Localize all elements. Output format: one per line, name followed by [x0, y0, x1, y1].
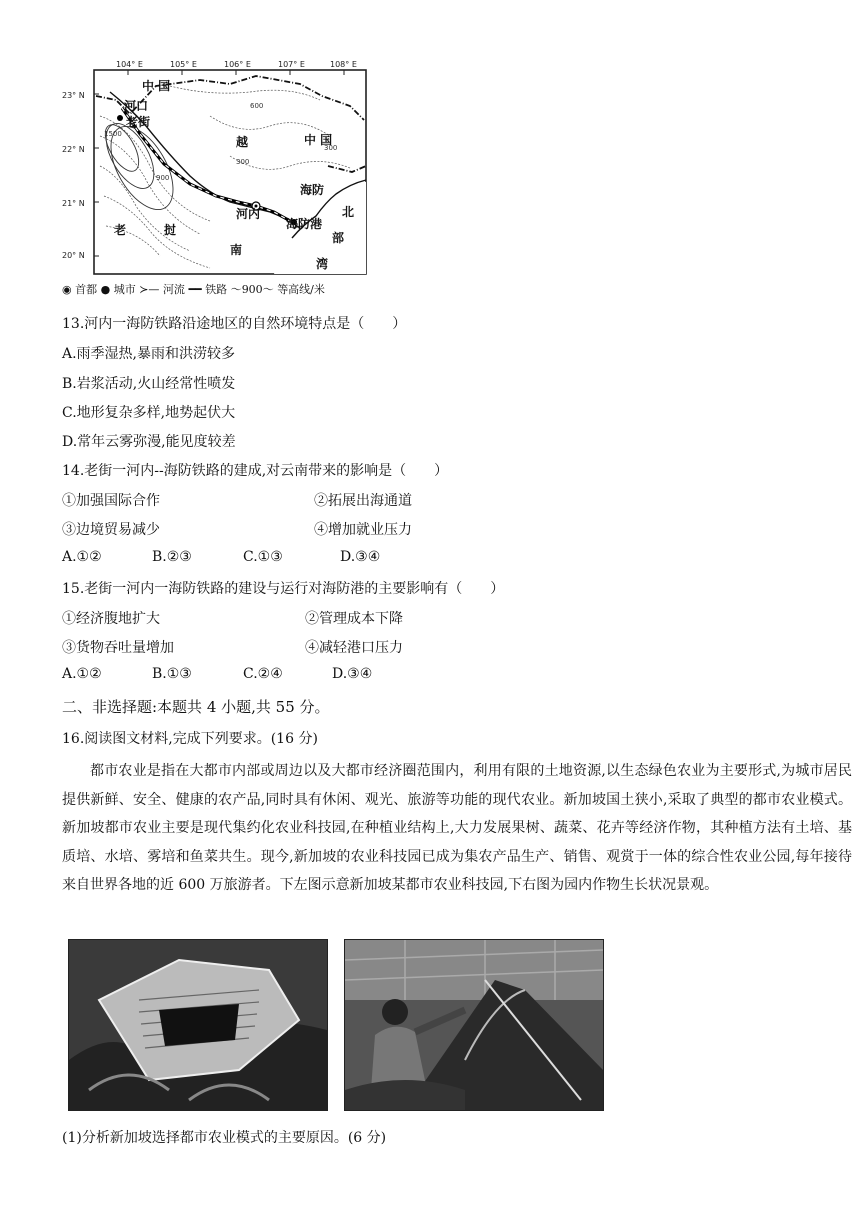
label-hekou: 河口: [124, 99, 149, 113]
q14-option-d: D.③④: [340, 549, 381, 565]
section-heading: 二、非选择题:本题共 4 小题,共 55 分。: [62, 698, 330, 716]
q15-option-d: D.③④: [332, 666, 373, 682]
q15-stem: 15.老街一河内一海防铁路的建设与运行对海防港的主要影响有（ ）: [62, 581, 505, 597]
q14-item-1: ①加强国际合作: [62, 493, 160, 509]
vietnam-railway-map: [60, 56, 380, 296]
legend-railway: 铁路: [205, 283, 228, 296]
q15-item-2: ②管理成本下降: [305, 611, 403, 627]
lon-tick: 104° E: [116, 60, 143, 69]
legend-contour-value: 900: [241, 283, 263, 296]
q15-option-a: A.①②: [62, 666, 102, 682]
lat-tick: 21° N: [62, 199, 85, 208]
label-bei: 北: [342, 205, 355, 219]
q14-item-2: ②拓展出海通道: [314, 493, 412, 509]
legend-contour: 等高线/米: [277, 283, 325, 296]
label-haiphong-port: 海防港: [286, 217, 323, 231]
lon-tick: 108° E: [330, 60, 357, 69]
q14-item-4: ④增加就业压力: [314, 522, 412, 538]
q13-stem: 13.河内一海防铁路沿途地区的自然环境特点是（ ）: [62, 316, 407, 332]
legend-river: 河流: [162, 283, 185, 296]
contour-label: 300: [324, 144, 338, 152]
legend-capital: 首都: [75, 283, 98, 296]
contour-icon: 〜: [230, 283, 242, 296]
agri-park-photo: [68, 939, 328, 1111]
q16-passage-text: 都市农业是指在大都市内部或周边以及大都市经济圈范围内，利用有限的土地资源,以生态绿色农业为主要形式,为城市居民提供新鲜、安全、健康的农产品,同时具有休闲、观光、旅游等功能的现代农业。新加坡国土狭小,采取了典型的都市农业模式。新加坡都市农业主要是现代集约化农业科技园,在种植业结构上,大力发展果树、蔬菜、花卉等经济作物，其种植方法有土培、基质培、水培、雾培和鱼菜共生。现今,新加坡的农业科技园已成为集农产品生产、销售、观赏于一体的综合性农业公园,每年接待来自世界各地的近 600 万旅游者。下左图示意新加坡某都市农业科技园,下右图为园内作物生长状况景观。: [62, 763, 852, 894]
q13-option-c: C.地形复杂多样,地势起伏大: [62, 405, 236, 421]
label-hanoi: 河内: [236, 207, 261, 221]
lon-tick: 107° E: [278, 60, 305, 69]
contour-label: 600: [250, 102, 264, 110]
q15-item-1: ①经济腹地扩大: [62, 611, 160, 627]
legend-city: 城市: [113, 283, 136, 296]
lon-tick: 105° E: [170, 60, 197, 69]
q15-option-b: B.①③: [152, 666, 192, 682]
q15-option-c: C.②④: [243, 666, 283, 682]
label-bu: 部: [332, 231, 345, 245]
q13-option-d: D.常年云雾弥漫,能见度较差: [62, 434, 236, 450]
label-china: 中 国: [142, 79, 171, 93]
q13-option-a: A.雨季湿热,暴雨和洪涝较多: [62, 346, 236, 362]
contour-label: 900: [156, 174, 170, 182]
q13-option-b: B.岩浆活动,火山经常性喷发: [62, 376, 236, 392]
capital-icon: ◉: [62, 283, 72, 296]
lon-tick: 106° E: [224, 60, 251, 69]
q14-option-c: C.①③: [243, 549, 283, 565]
q16-passage: [62, 757, 852, 900]
railway-icon: ━━: [188, 283, 202, 296]
label-laojie: 老街: [126, 115, 151, 129]
lat-tick: 22° N: [62, 145, 85, 154]
q14-option-b: B.②③: [152, 549, 192, 565]
q14-option-a: A.①②: [62, 549, 102, 565]
q16-subquestion-1: (1)分析新加坡选择都市农业模式的主要原因。(6 分): [62, 1130, 387, 1146]
lat-tick: 20° N: [62, 251, 85, 260]
label-yue: 越: [236, 135, 249, 149]
map-legend: ◉ 首都 ● 城市 ≻— 河流 ━━ 铁路 〜900〜 等高线/米: [62, 283, 325, 296]
label-haiphong: 海防: [300, 183, 325, 197]
label-zhua: 挝: [164, 223, 177, 237]
contour-label: 300: [236, 158, 250, 166]
q14-item-3: ③边境贸易减少: [62, 522, 160, 538]
river-icon: ≻—: [139, 283, 160, 296]
crop-growth-photo: [344, 939, 604, 1111]
q15-item-4: ④减轻港口压力: [305, 640, 403, 656]
label-lao: 老: [114, 223, 127, 237]
label-china: 中 国: [304, 133, 333, 147]
q15-item-3: ③货物吞吐量增加: [62, 640, 174, 656]
q14-stem: 14.老街一河内--海防铁路的建成,对云南带来的影响是（ ）: [62, 463, 449, 479]
contour-label: 1500: [104, 130, 122, 138]
label-nan: 南: [230, 243, 243, 257]
city-icon: ●: [100, 283, 111, 296]
lat-tick: 23° N: [62, 91, 85, 100]
label-wan: 湾: [316, 257, 329, 271]
q16-stem: 16.阅读图文材料,完成下列要求。(16 分): [62, 731, 318, 747]
